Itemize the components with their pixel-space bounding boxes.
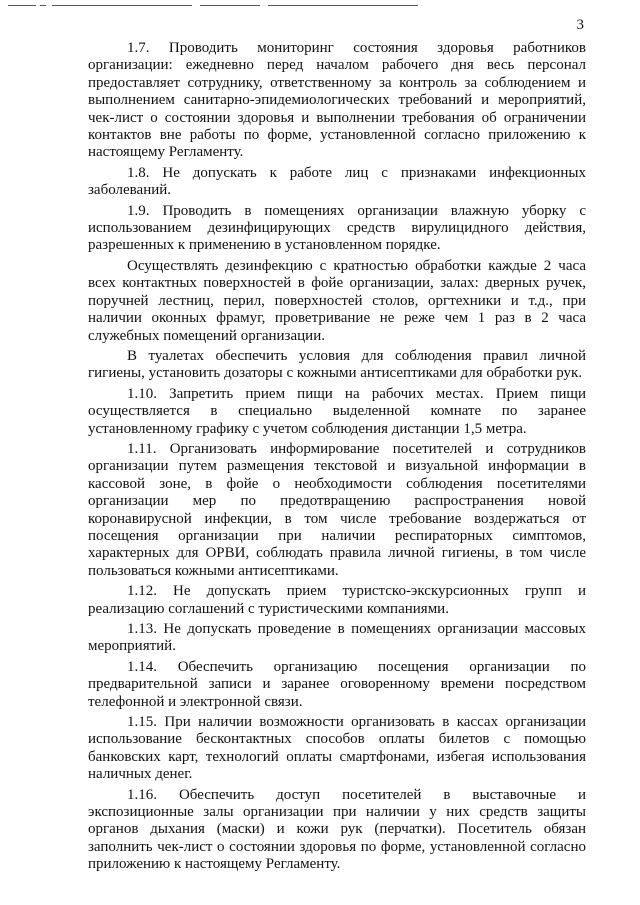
- scan-artifact-line: [40, 5, 46, 6]
- paragraph-1-7: 1.7. Проводить мониторинг состояния здоровья работников организации: ежедневно перед началом рабочего дня весь персонал предоставляет сотруднику, ответственному за контроль за соблюдением и выполнением санитарно-эпидемиологических требований и мероприятий, чек-лист о состоянии здоровья и выполнении требования об ограничении контактов вне работы по форме, установленной согласно приложению к настоящему Регламенту.: [88, 40, 586, 161]
- paragraph-1-9: 1.9. Проводить в помещениях организации влажную уборку с использованием дезинфицирующих средств вирулицидного действия, разрешенных к применению в установленном порядке.: [88, 202, 586, 254]
- scan-artifact-line: [8, 5, 36, 6]
- document-body: [88, 40, 586, 877]
- paragraph-1-12: 1.12. Не допускать прием туристско-экскурсионных групп и реализацию соглашений с туристическими компаниями.: [88, 583, 586, 617]
- scan-artifact-line: [268, 5, 418, 6]
- paragraph-disinfection: Осуществлять дезинфекцию с кратностью обработки каждые 2 часа всех контактных поверхностей в фойе организации, залах: дверных ручек, поручней лестниц, перил, поверхностей столов, оргтехники и т.д., при наличии оконных фрамуг, проветривание не реже чем 1 раз в 2 часа служебных помещений организации.: [88, 257, 586, 344]
- paragraph-1-11: 1.11. Организовать информирование посетителей и сотрудников организации путем размещения текстовой и визуальной информации в кассовой зоне, в фойе о необходимости соблюдения посетителями организации мер по предотвращению распространения новой коронавирусной инфекции, в том числе требование воздержаться от посещения организации при наличии респираторных симптомов, характерных для ОРВИ, соблюдать правила личной гигиены, в том числе пользоваться кожными антисептиками.: [88, 440, 586, 579]
- paragraph-1-8: 1.8. Не допускать к работе лиц с признаками инфекционных заболеваний.: [88, 164, 586, 199]
- paragraph-1-10: 1.10. Запретить прием пищи на рабочих местах. Прием пищи осуществляется в специально выделенной комнате по заранее установленному графику с учетом соблюдения дистанции 1,5 метра.: [88, 385, 586, 437]
- paragraph-1-13: 1.13. Не допускать проведение в помещениях организации массовых мероприятий.: [88, 621, 586, 655]
- scan-artifact-line: [200, 5, 260, 6]
- paragraph-1-15: 1.15. При наличии возможности организовать в кассах организации использование бесконтактных способов оплаты билетов с помощью банковских карт, технологий оплаты смартфонами, избегая использования наличных денег.: [88, 714, 586, 783]
- paragraph-1-14: 1.14. Обеспечить организацию посещения организации по предварительной записи и заранее оговоренному времени посредством телефонной и электронной связи.: [88, 658, 586, 710]
- paragraph-toilets: В туалетах обеспечить условия для соблюдения правил личной гигиены, установить дозаторы с кожными антисептиками для обработки рук.: [88, 347, 586, 382]
- scan-artifact-line: [52, 5, 192, 6]
- paragraph-1-16: 1.16. Обеспечить доступ посетителей в выставочные и экспозиционные залы организации при наличии у них средств защиты органов дыхания (маски) и кожи рук (перчатки). Посетитель обязан заполнить чек-лист о состоянии здоровья по форме, установленной согласно приложению к настоящему Регламенту.: [88, 786, 586, 873]
- page-number: 3: [576, 17, 584, 33]
